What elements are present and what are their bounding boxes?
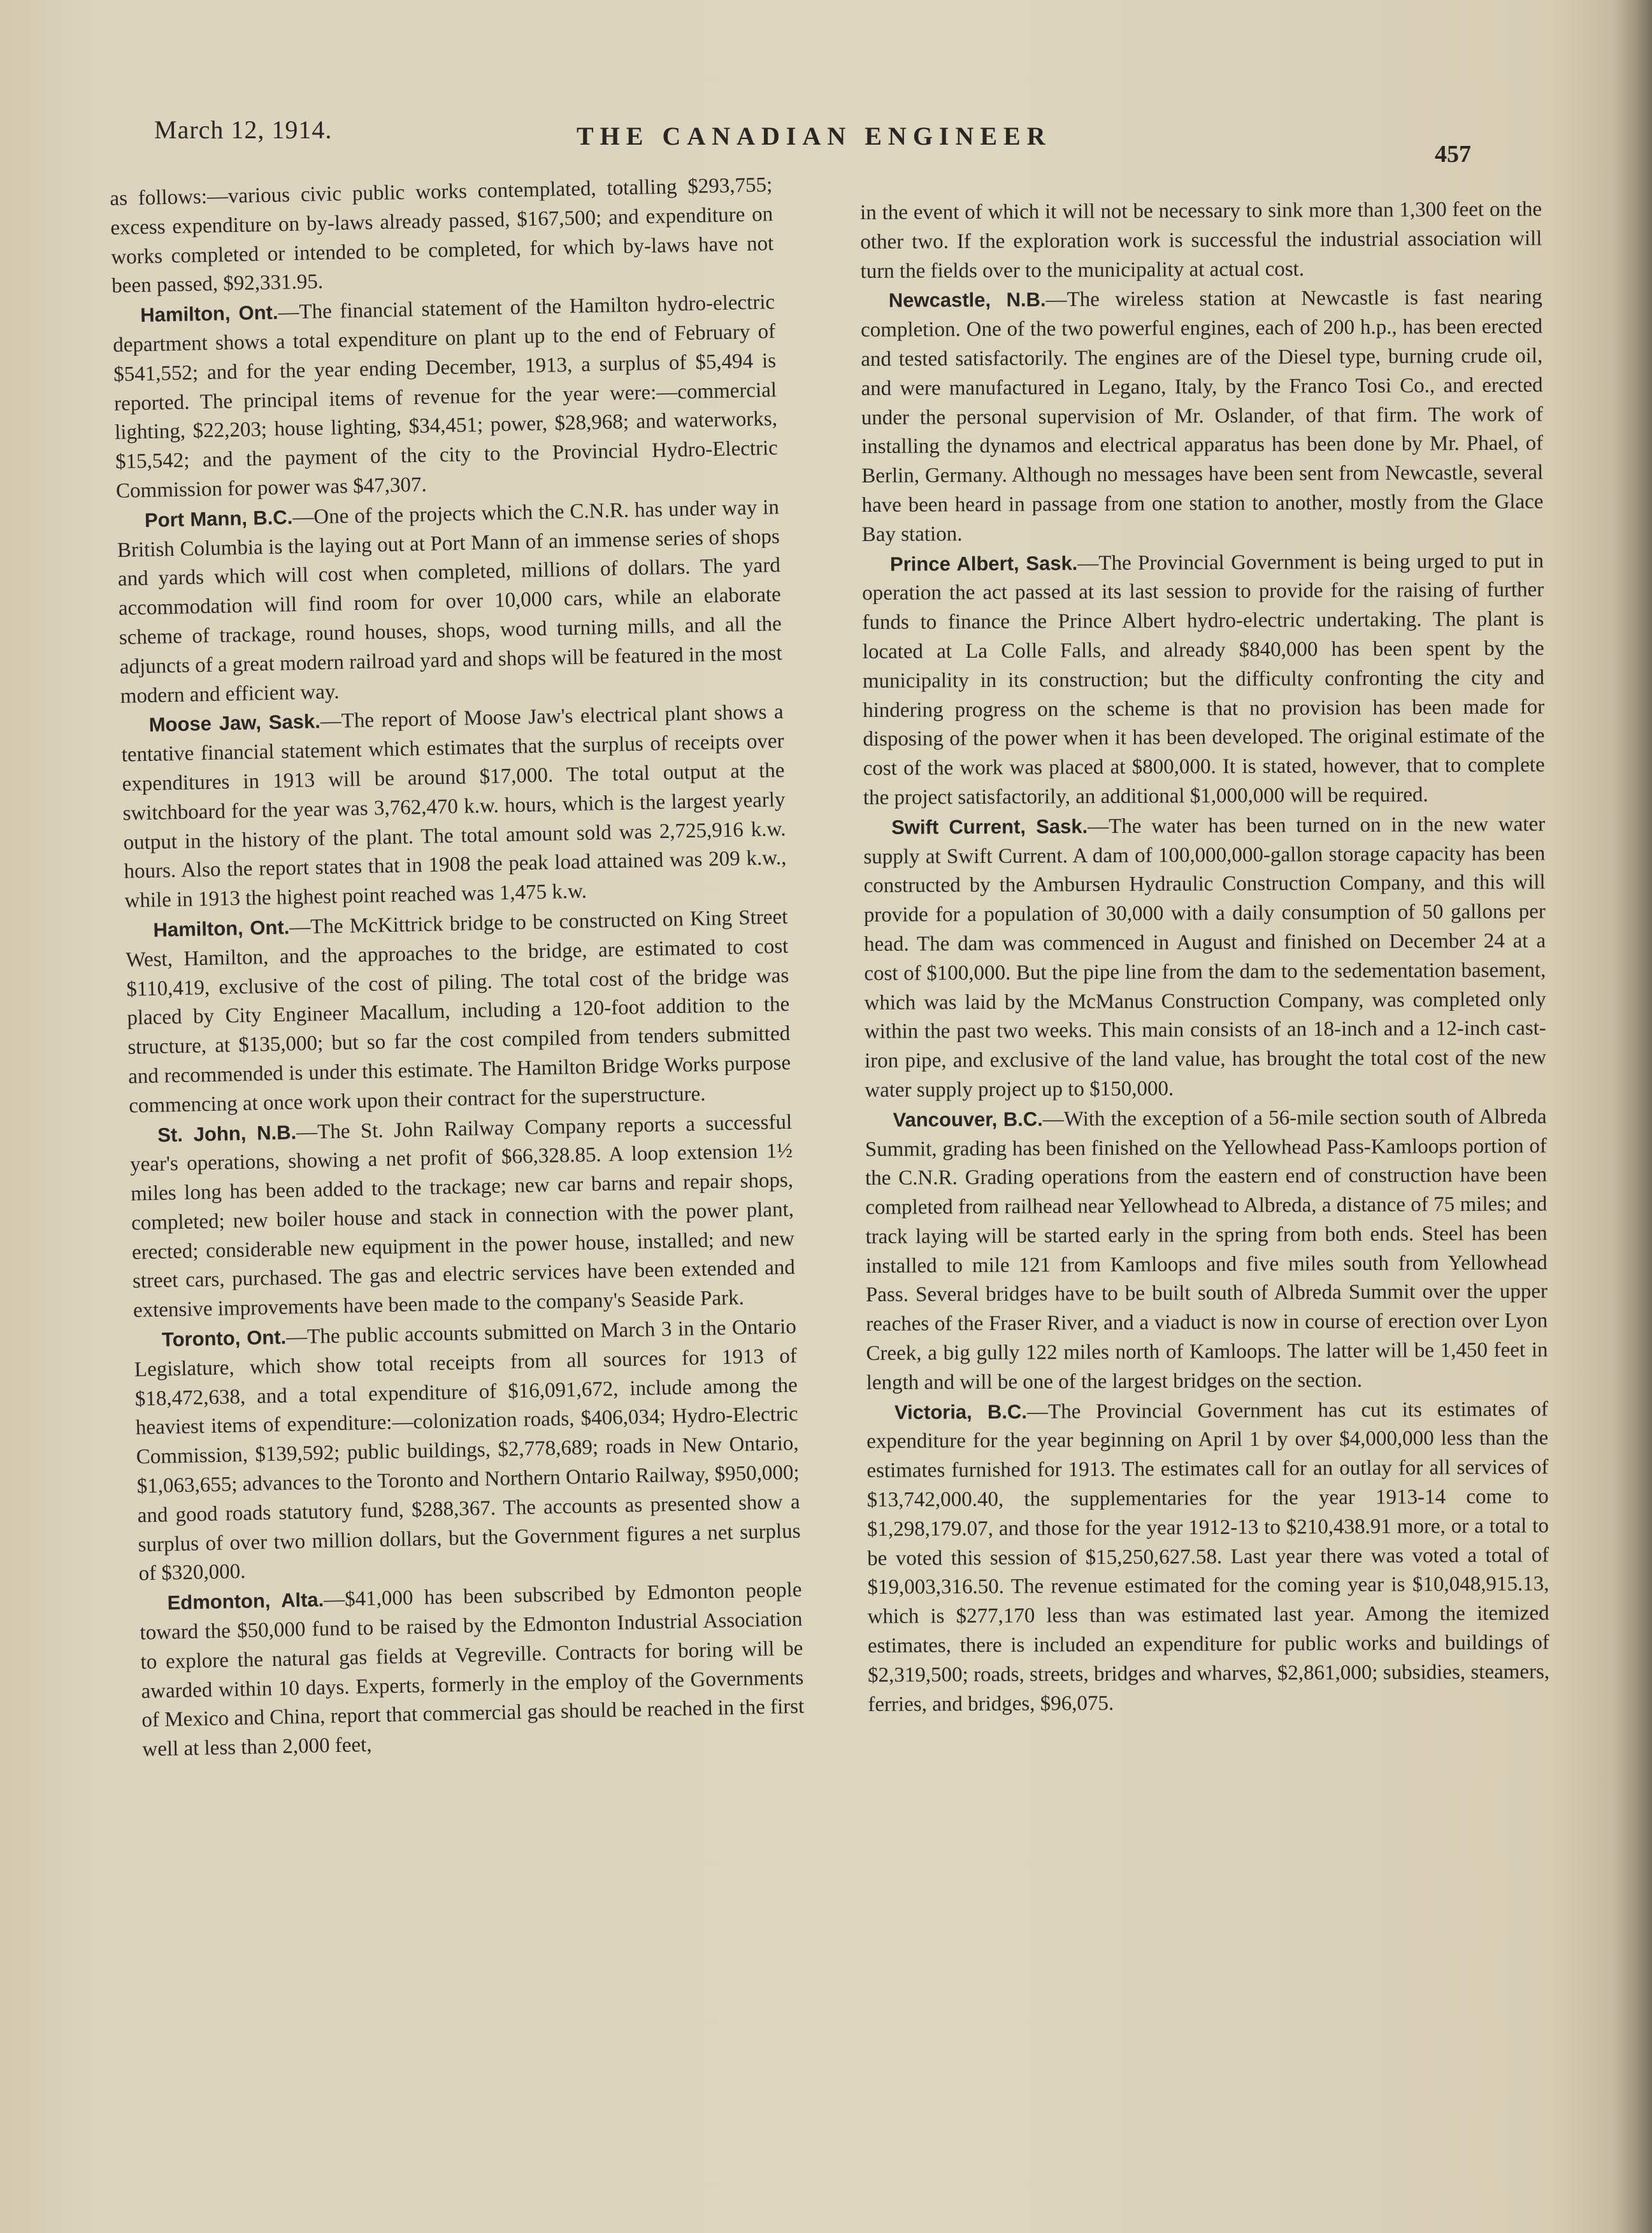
- news-item-text: —The Provincial Government has cut its estimates of expenditure for the year beginning on April 1 by over $4,000,000 less than the estimates furnished for 1913. The estimates call for an outlay for all services of $13,742,000.40, the supplementaries for the year 1913-14 come to $1,298,179.07, and those for the year 1912-13 to $210,438.91 more, or a total to be voted this session of $15,250,627.58. Last year there was voted a total of $19,003,316.50. The revenue estimated for the coming year is $10,048,915.13, which is $277,170 less than was estimated last year. Among the itemized estimates, there is included an expenditure for public works and buildings of $2,319,500; roads, streets, bridges and wharves, $2,861,000; subsidies, steamers, ferries, and bridges, $96,075.: [866, 1398, 1550, 1716]
- news-item-location: Hamilton, Ont.: [140, 301, 278, 327]
- news-item: [139, 1575, 805, 1765]
- news-item: [125, 902, 792, 1121]
- news-item-location: Vancouver, B.C.: [893, 1108, 1043, 1131]
- journal-title: THE CANADIAN ENGINEER: [577, 122, 1052, 150]
- news-item-location: Hamilton, Ont.: [153, 916, 290, 941]
- page-number: 457: [1435, 141, 1471, 168]
- page-header: [0, 108, 1652, 166]
- news-item-text: —The Provincial Government is being urged to put in operation the act passed at its last session to provide for the raising of further funds to finance the Prince Albert hydro-electric undertaking. The plant is located at La Colle Falls, and already $840,000 has been spent by the municipality in its construction; but the difficulty confronting the city and hindering progress on the scheme is that no provision has been made for disposing of the power when it has been developed. The original estimate of the cost of the work was placed at $800,000. It is stated, however, that to complete the project satisfactorily, an additional $1,000,000 will be required.: [862, 549, 1545, 809]
- issue-date: March 12, 1914.: [154, 115, 333, 144]
- news-item-text: —The water has been turned on in the new water supply at Swift Current. A dam of 100,000,000-gallon storage capacity has been constructed by the Ambursen Hydraulic Construction Company, and this will provide for a population of 30,000 with a daily consumption of 50 gallons per head. The dam was commenced in August and finished on December 24 at a cost of $100,000. But the pipe line from the dam to the sedementation basement, which was laid by the McManus Construction Company, was completed only within the past two weeks. This main consists of an 18-inch and a 12-inch cast-iron pipe, and exclusive of the land value, has brought the total cost of the new water supply project up to $150,000.: [863, 813, 1547, 1102]
- news-item: [862, 546, 1545, 813]
- news-item: [129, 1107, 796, 1326]
- news-item-text: in the event of which it will not be necessary to sink more than 1,300 feet on the other two. If the exploration work is successful the industrial association will turn the fields over to the municipality at actual cost.: [860, 198, 1542, 283]
- news-item-text: —With the exception of a 56-mile section south of Albreda Summit, grading has been finished on the Yellowhead Pass-Kamloops portion of the C.N.R. Grading operations from the eastern end of construction have been completed from railhead near Yellowhead to Albreda, a distance of 75 miles; and track laying will be started early in the spring from both ends. Steel has been installed to mile 121 from Kamloops and five miles south from Yellowhead Pass. Several bridges have to be built south of Albreda Summit over the upper reaches of the Fraser River, and a viaduct is now in course of erection over Lyon Creek, a big gully 122 miles north of Kamloops. The latter will be 1,450 feet in length and will be one of the largest bridges on the section.: [865, 1105, 1548, 1394]
- news-item-text: —The wireless station at Newcastle is fast nearing completion. One of the two powerful engines, each of 200 h.p., has been erected and tested satisfactorily. The engines are of the Diesel type, burning crude oil, and were manufactured in Legano, Italy, by the Franco Tosi Co., and erected under the personal supervision of Mr. Oslander, of that firm. The work of installing the dynamos and electrical apparatus has been done by Mr. Phael, of Berlin, Germany. Although no messages have been sent from Newcastle, several have been heard in passage from one station to another, mostly from the Glace Bay station.: [860, 285, 1544, 546]
- news-item: [134, 1312, 801, 1589]
- news-item-location: Prince Albert, Sask.: [889, 551, 1078, 575]
- news-item-text: —The report of Moose Jaw's electrical plant shows a tentative financial statement which estimates that the surplus of receipts over expenditures in 1913 will be around $17,000. The total output at the switchboard for the year was 3,762,470 k.w. hours, which is the largest yearly output in the history of the plant. The total amount sold was 2,725,916 k.w. hours. Also the report states that in 1908 the peak load attained was 209 k.w., while in 1913 the highest point reached was 1,475 k.w.: [121, 700, 787, 913]
- news-item-location: St. John, N.B.: [157, 1120, 297, 1146]
- news-item-text: —The McKittrick bridge to be constructed on King Street West, Hamilton, and the approaches to the bridge, are estimated to cost $110,419, exclusive of the cost of piling. The total cost of the bridge was placed by City Engineer Macallum, including a 120-foot addition to the structure, at $135,000; but so far the cost compiled from tenders submitted and recommended is under this estimate. The Hamilton Bridge Works purpose commencing at once work upon their contract for the superstructure.: [126, 905, 791, 1118]
- news-item-location: Victoria, B.C.: [894, 1400, 1028, 1424]
- news-item-location: Toronto, Ont.: [161, 1326, 287, 1351]
- news-item-text: —The public accounts submitted on March 3 in the Ontario Legislature, which show total receipts from all sources for 1913 of $18,472,638, and a total expenditure of $16,091,672, include among the heaviest items of expenditure:—colonization roads, $406,034; Hydro-Electric Commission, $139,592; public buildings, $2,778,689; roads in New Ontario, $1,063,655; advances to the Toronto and Northern Ontario Railway, $950,000; and good roads statutory fund, $288,367. The accounts as presented show a surplus of over two million dollars, but the Government figures a net surplus of $320,000.: [134, 1315, 801, 1586]
- news-item: [110, 171, 775, 301]
- news-item: [866, 1394, 1550, 1719]
- news-item: [117, 493, 784, 711]
- news-item-location: Swift Current, Sask.: [891, 814, 1088, 839]
- news-item-location: Port Mann, B.C.: [144, 505, 293, 531]
- news-item-text: as follows:—various civic public works contemplated, totalling $293,755; excess expenditure on by-laws already passed, $167,500; and expenditure on works completed or intended to be completed, for which by-laws have not been passed, $92,331.95.: [110, 173, 774, 298]
- left-column: [110, 171, 805, 1765]
- news-item: [863, 809, 1546, 1106]
- news-item-location: Newcastle, N.B.: [888, 288, 1046, 312]
- page-binding-shadow: [1614, 0, 1652, 2233]
- news-item: [860, 195, 1542, 286]
- news-item: [861, 283, 1544, 550]
- news-item: [112, 287, 779, 506]
- news-item: [120, 697, 787, 916]
- news-item-text: —The financial statement of the Hamilton hydro-electric department shows a total expenditure on plant up to the end of February of $541,552; and for the year ending December, 1913, a surplus of $5,494 is reported. The principal items of revenue for the year were:—commercial lighting, $22,203; house lighting, $34,451; power, $28,968; and waterworks, $15,542; and the payment of the city to the Provincial Hydro-Electric Commission for power was $47,307.: [112, 291, 779, 503]
- news-item-text: —$41,000 has been subscribed by Edmonton people toward the $50,000 fund to be raised by the Edmonton Industrial Association to explore the natural gas fields at Vegreville. Contracts for boring will be awarded within 10 days. Experts, formerly in the employ of the Governments of Mexico and China, report that commercial gas should be reached in the first well at less than 2,000 feet,: [140, 1578, 805, 1761]
- news-item-location: Edmonton, Alta.: [167, 1588, 324, 1614]
- news-item-location: Moose Jaw, Sask.: [148, 710, 321, 737]
- right-column: [860, 195, 1549, 1719]
- news-item: [865, 1102, 1548, 1398]
- news-item-text: —One of the projects which the C.N.R. has under way in British Columbia is the laying out at Port Mann of an immense series of shops and yards which will cost when completed, millions of dollars. The yard accommodation will find room for over 10,000 cars, while an elaborate scheme of trackage, round houses, shops, wood turning mills, and all the adjuncts of a great modern railroad yard and shops will be featured in the most modern and efficient way.: [117, 495, 782, 708]
- news-item-text: —The St. John Railway Company reports a successful year's operations, showing a net profit of $66,328.85. A loop extension 1½ miles long has been added to the trackage; new car barns and repair shops, completed; new boiler house and stack in connection with the power plant, erected; considerable new equipment in the power house, installed; and new street cars, purchased. The gas and electric services have been extended and extensive improvements have been made to the company's Seaside Park.: [129, 1110, 796, 1322]
